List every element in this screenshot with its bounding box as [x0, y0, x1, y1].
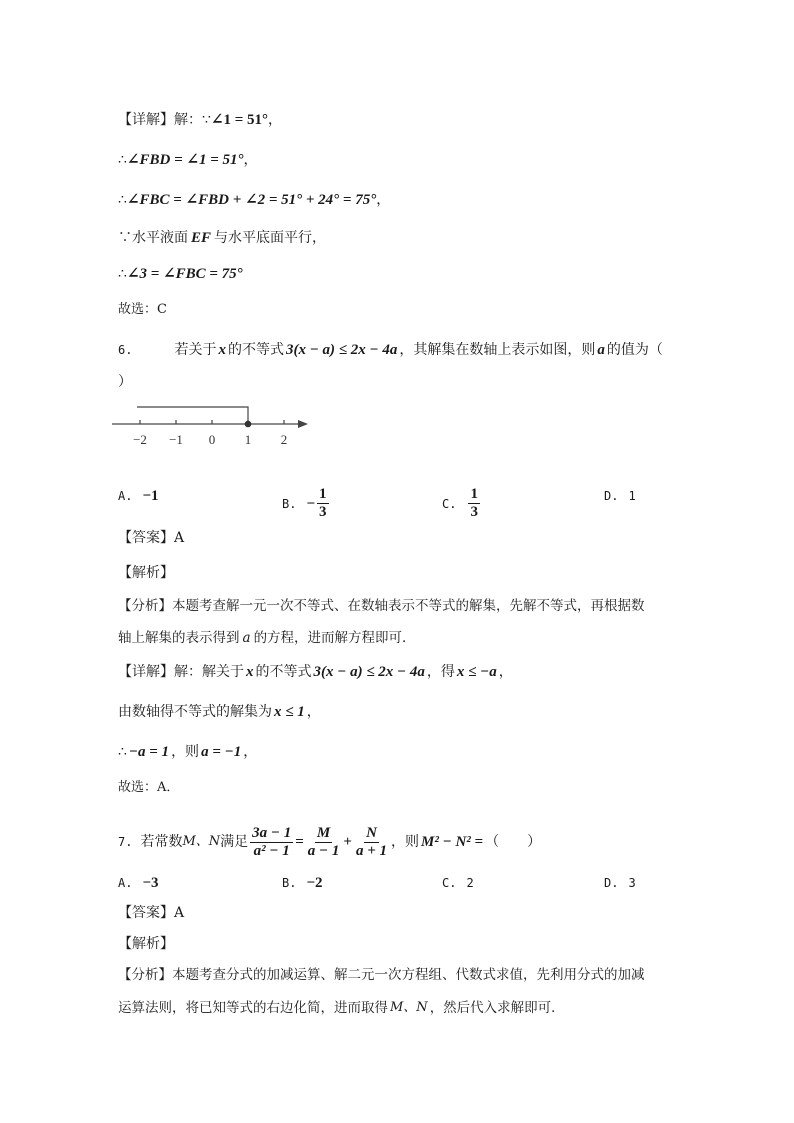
- question-number: 6.: [118, 343, 133, 357]
- math-expr: x ≤ 1: [274, 704, 305, 720]
- number-line-tick-label: 0: [208, 432, 216, 447]
- option-letter: A.: [118, 876, 133, 890]
- number-line-arrow: [298, 420, 308, 428]
- question-6-stem: [118, 340, 663, 360]
- option-letter: A.: [118, 489, 133, 503]
- fraction-numerator: N: [366, 824, 377, 841]
- math-var: a: [597, 342, 605, 358]
- math-expr: M² − N² =: [421, 834, 484, 850]
- option-value: 1: [628, 489, 636, 503]
- because-symbol: ∵: [202, 112, 211, 128]
- text: ∵水平液面: [118, 230, 188, 246]
- q6-option-a[interactable]: [118, 486, 159, 506]
- math-expr: 3(x − a) ≤ 2x − 4a: [313, 664, 425, 680]
- detail-line-5: [118, 264, 243, 284]
- detail-line-4: [118, 228, 326, 248]
- answer-blank: （ ）: [485, 834, 542, 850]
- question-7-stem: [118, 822, 541, 862]
- option-letter: B.: [282, 496, 297, 511]
- question-6-stem-cont: [118, 372, 132, 392]
- text: 若关于: [174, 342, 217, 358]
- analysis-text: 运算法则，将已知等式的右边化简，进而取得: [118, 1000, 388, 1016]
- choose-line-2: [118, 778, 179, 798]
- option-letter: C.: [442, 876, 457, 890]
- math-expr: a = −1: [201, 744, 242, 760]
- option-value: −2: [306, 875, 323, 891]
- math-vars: M、N: [390, 1000, 428, 1015]
- text: 满足: [220, 834, 249, 850]
- option-value: −1: [142, 488, 159, 504]
- text: 若常数: [140, 834, 183, 850]
- math-expr: ∠FBC = ∠FBD + ∠2 = 51° + 24° = 75°: [126, 192, 377, 208]
- punct: ，: [306, 704, 321, 720]
- q7-option-c[interactable]: [442, 873, 474, 893]
- equals-sign: =: [295, 834, 304, 850]
- detail-line-1: [118, 110, 282, 130]
- fraction-denominator: 3: [319, 504, 327, 520]
- math-expr: ∠1 = 51°: [210, 112, 269, 128]
- analysis-text: 【分析】本题考查解一元一次不等式、在数轴表示不等式的解集，先解不等式，再根据数: [118, 598, 645, 614]
- q7-analysis-line-1: [118, 965, 645, 985]
- q6-analysis-line-1: [118, 596, 645, 616]
- number-line-tick-label: −1: [169, 432, 183, 447]
- q6-answer: [118, 528, 184, 548]
- fraction-denominator: a + 1: [355, 842, 388, 859]
- solution-endpoint-dot: [245, 421, 251, 427]
- q7-answer: [118, 903, 184, 923]
- therefore-symbol: ∴: [118, 192, 127, 208]
- math-var: x: [246, 664, 254, 680]
- therefore-symbol: ∴: [118, 152, 127, 168]
- punct: ，: [268, 112, 283, 128]
- fraction-term-1: [306, 825, 342, 860]
- option-letter: B.: [282, 876, 297, 890]
- fraction-numerator: 1: [319, 486, 327, 502]
- text: 由数轴得不等式的解集为: [118, 704, 272, 720]
- punct: ，: [376, 192, 391, 208]
- solution-set-bracket: [137, 407, 248, 424]
- therefore-symbol: ∴: [118, 744, 127, 760]
- therefore-symbol: ∴: [118, 266, 127, 282]
- math-expr: ∠3 = ∠FBC = 75°: [126, 266, 243, 282]
- option-sign: −: [306, 495, 316, 512]
- math-var: a: [242, 630, 251, 646]
- choose-text: 故选：C: [118, 302, 167, 317]
- math-expr: x ≤ −a: [456, 664, 497, 680]
- math-var: x: [218, 342, 226, 358]
- q7-analysis-line-2: [118, 998, 565, 1018]
- detail-line-3: [118, 190, 390, 210]
- analysis-title: 【解析】: [118, 565, 174, 581]
- fraction-numerator: 3a − 1: [252, 824, 292, 841]
- q7-analysis-title: [118, 934, 174, 954]
- detail-line-2: [118, 150, 258, 170]
- answer-text: 【答案】A: [118, 530, 185, 546]
- question-number: 7.: [118, 835, 133, 849]
- fraction-lhs: [250, 825, 293, 860]
- answer-text: 【答案】A: [118, 905, 185, 921]
- text: 【详解】解：解关于: [118, 664, 244, 680]
- option-value: −3: [142, 875, 159, 891]
- punct: ，: [243, 744, 258, 760]
- text: ，其解集在数轴上表示如图，则: [399, 342, 596, 358]
- q6-option-c[interactable]: [442, 486, 482, 521]
- math-expr: −a = 1: [128, 744, 170, 760]
- math-expr: ∠FBD = ∠1 = 51°: [126, 152, 244, 168]
- fraction-denominator: a² − 1: [253, 842, 290, 859]
- text: ，则: [391, 834, 420, 850]
- math-var: EF: [191, 230, 212, 246]
- fraction-numerator: 1: [470, 486, 478, 502]
- analysis-text: 【分析】本题考查分式的加减运算、解二元一次方程组、代数式求值，先利用分式的加减: [118, 967, 645, 983]
- option-letter: D.: [604, 876, 619, 890]
- fraction-term-2: [354, 825, 389, 860]
- option-value: 3: [628, 876, 636, 890]
- number-line-tick-label: −2: [133, 432, 147, 447]
- option-fraction: [317, 486, 329, 521]
- number-line-tick-label: 2: [280, 432, 288, 447]
- q6-option-d[interactable]: [604, 486, 636, 506]
- punct: ，: [243, 152, 258, 168]
- q7-option-b[interactable]: [282, 873, 323, 893]
- analysis-text: 的方程，进而解方程即可．: [253, 630, 416, 646]
- option-letter: C.: [442, 496, 457, 511]
- q6-detail-line-3: [118, 742, 257, 762]
- text: ，则: [171, 744, 200, 760]
- analysis-title: 【解析】: [118, 936, 174, 952]
- number-line: [112, 398, 322, 454]
- fraction-denominator: a − 1: [307, 842, 340, 859]
- q6-analysis-line-2: [118, 628, 416, 648]
- text: 的不等式: [255, 664, 312, 680]
- option-value: 2: [466, 876, 474, 890]
- number-line-tick-label: 1: [244, 432, 252, 447]
- analysis-text: 轴上解集的表示得到: [118, 630, 240, 646]
- option-fraction: [468, 486, 480, 521]
- q6-detail-line-2: [118, 702, 321, 722]
- q6-detail-line-1: [118, 662, 513, 682]
- text: 与水平底面平行，: [214, 230, 327, 246]
- option-letter: D.: [604, 489, 619, 503]
- math-expr: 3(x − a) ≤ 2x − 4a: [285, 342, 398, 358]
- plus-sign: +: [343, 834, 352, 850]
- analysis-text: ，然后代入求解即可．: [429, 1000, 565, 1016]
- fraction-numerator: M: [316, 824, 331, 841]
- math-vars: M、N: [182, 834, 221, 849]
- q7-option-d[interactable]: [604, 873, 636, 893]
- choose-text: 故选：A．: [118, 780, 180, 795]
- q6-analysis-title: [118, 563, 174, 583]
- punct: ，: [498, 664, 513, 680]
- text: ，得: [426, 664, 455, 680]
- q7-option-a[interactable]: [118, 873, 159, 893]
- q6-option-b[interactable]: [282, 486, 331, 521]
- text: 的值为（: [606, 342, 663, 358]
- fraction-denominator: 3: [470, 504, 478, 520]
- text: ）: [118, 374, 132, 390]
- choose-line-1: [118, 300, 167, 320]
- detail-label: 【详解】解：: [118, 112, 202, 128]
- text: 的不等式: [227, 342, 284, 358]
